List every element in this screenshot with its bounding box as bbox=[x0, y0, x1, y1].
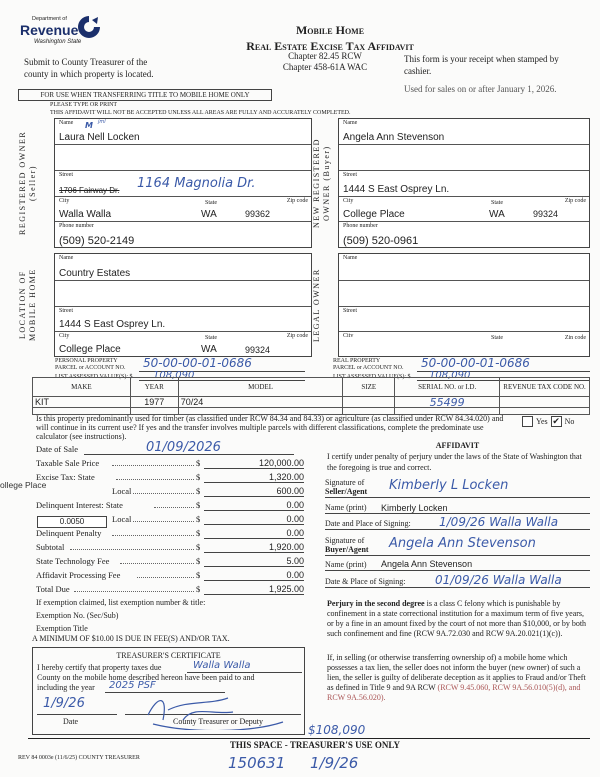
receipt-note-2: cashier. bbox=[404, 66, 432, 76]
label: Zip code bbox=[286, 198, 308, 204]
fee-row[interactable] bbox=[36, 567, 304, 581]
table-header bbox=[33, 378, 590, 397]
fee-value[interactable]: 120,000.00 bbox=[204, 458, 304, 469]
buyer-name-line2[interactable] bbox=[339, 145, 589, 171]
fee-label: Taxable Sale Price bbox=[36, 458, 100, 468]
logo-text-sub: Washington State bbox=[34, 39, 82, 45]
label: Signature of bbox=[325, 478, 365, 487]
label: Phone number bbox=[59, 223, 94, 229]
fee-row[interactable] bbox=[36, 539, 304, 553]
current-use-question: Is this property predominantly used for timber (as classified under RCW 84.34 and 84.33) or agriculture (as classified under RCW 84.34.020) and will continue in its current use? If yes and the transfer involves multiple parcels with different classifications, complete the predominate use calculator (see instructions). bbox=[36, 414, 504, 441]
seller-city-row[interactable] bbox=[55, 197, 311, 222]
col-model: MODEL bbox=[178, 378, 343, 397]
lien-rcw-links[interactable]: (RCW 9.45.060, RCW 9A.56.010(5)(d), and RCW 9A.56.020). bbox=[327, 683, 581, 702]
fee-row[interactable] bbox=[36, 553, 304, 567]
logo-text-main: Revenue bbox=[20, 22, 79, 38]
col-year: YEAR bbox=[130, 378, 178, 397]
label: Street bbox=[343, 172, 357, 178]
seller-street-new: 1164 Magnolia Dr. bbox=[137, 176, 256, 191]
fee-label: Local bbox=[112, 486, 132, 496]
seller-signature: Kimberly L Locken bbox=[389, 478, 509, 493]
fee-value[interactable]: 5.00 bbox=[204, 556, 304, 567]
personal-assessed-value[interactable]: 108,090 bbox=[153, 370, 195, 381]
treasurer-date[interactable]: 1/9/26 bbox=[43, 696, 85, 711]
location-street: 1444 S East Osprey Ln. bbox=[59, 319, 166, 330]
treasurer-use-only-heading: THIS SPACE - TREASURER'S USE ONLY bbox=[229, 740, 401, 750]
buyer-street-field[interactable] bbox=[339, 171, 589, 197]
dollar-sign: $ bbox=[196, 556, 201, 566]
col-tax-code: REVENUE TAX CODE NO. bbox=[500, 378, 590, 397]
label: City bbox=[59, 198, 70, 204]
lien-text: If, in selling (or otherwise transferring ownership of) a mobile home which possesses a tax lien, the seller does not inform the buyer (new owner) of such a lien, the seller is guilty of deliberate deception as it applies to Fraud and/or Theft as defined in Title 9 and 9A RCW bbox=[327, 653, 586, 692]
label: State bbox=[491, 335, 503, 341]
dollar-sign: $ bbox=[196, 472, 201, 482]
seller-street-field[interactable] bbox=[55, 171, 311, 197]
label: Name bbox=[343, 120, 358, 126]
seller-zip: 99362 bbox=[245, 209, 271, 219]
col-serial: SERIAL NO. or I.D. bbox=[395, 378, 500, 397]
buyer-name-field[interactable] bbox=[339, 119, 589, 145]
dor-logo bbox=[20, 14, 100, 50]
fee-label: Affidavit Processing Fee bbox=[36, 570, 121, 580]
logo-text-top: Department of bbox=[32, 16, 67, 22]
label: City bbox=[343, 198, 354, 204]
real-assessed-value[interactable]: 108,090 bbox=[429, 370, 471, 381]
label: LIST ASSESSED VALUE(S): $ bbox=[55, 374, 133, 380]
buyer-phone: (509) 520-0961 bbox=[343, 235, 419, 247]
label: Name bbox=[343, 255, 358, 261]
location-state: WA bbox=[201, 344, 217, 355]
location-city-row[interactable] bbox=[55, 332, 311, 356]
fee-row[interactable] bbox=[36, 469, 304, 483]
year-cell[interactable]: 1977 bbox=[130, 397, 178, 408]
treasurer-paid-year[interactable]: 2025 PSF bbox=[109, 680, 156, 691]
buyer-date-place: 01/09/26 Walla Walla bbox=[435, 573, 562, 587]
yes-checkbox[interactable] bbox=[522, 416, 533, 427]
dollar-sign: $ bbox=[196, 542, 201, 552]
type-or-print-note: PLEASE TYPE OR PRINT bbox=[50, 102, 118, 108]
mobile-home-table bbox=[32, 377, 590, 415]
location-zip: 99324 bbox=[245, 345, 271, 355]
label: Date & Place of Signing: bbox=[325, 577, 406, 586]
leader-dots bbox=[154, 507, 194, 508]
receipt-number: 150631 bbox=[228, 754, 286, 772]
legal-owner-city-row[interactable] bbox=[339, 332, 589, 356]
label: Buyer/Agent bbox=[325, 545, 369, 554]
label: Name bbox=[59, 120, 74, 126]
table-row[interactable] bbox=[33, 397, 590, 408]
leader-dots bbox=[70, 549, 194, 550]
seller-date-place-field[interactable] bbox=[325, 514, 590, 530]
location-name: Country Estates bbox=[59, 268, 131, 279]
leader-dots bbox=[112, 465, 194, 466]
label: Zip code bbox=[564, 198, 586, 204]
model-cell[interactable]: 70/24 bbox=[178, 397, 343, 408]
fee-label: State Technology Fee bbox=[36, 556, 110, 566]
submit-instruction: Submit to County Treasurer of the bbox=[24, 57, 148, 67]
form-title-2: Real Estate Excise Tax Affidavit bbox=[246, 39, 414, 53]
seller-section-label: REGISTERED OWNER (Seller) bbox=[18, 130, 37, 236]
perjury-bold: Perjury in the second degree bbox=[327, 599, 425, 608]
fee-label: Excise Tax: State bbox=[36, 472, 95, 482]
fee-value[interactable]: 600.00 bbox=[204, 486, 304, 497]
submit-instruction-2: county in which property is located. bbox=[24, 69, 154, 79]
tax-code-cell[interactable] bbox=[500, 397, 590, 408]
label: Phone number bbox=[343, 223, 378, 229]
real-parcel-number[interactable]: 50-00-00-01-0686 bbox=[421, 356, 530, 370]
label: REAL PROPERTY bbox=[333, 358, 381, 364]
dollar-sign: $ bbox=[196, 570, 201, 580]
dor-swirl-icon bbox=[76, 14, 102, 40]
date-of-sale-field[interactable] bbox=[36, 441, 304, 455]
label: Citv bbox=[343, 333, 354, 339]
fee-value[interactable]: 0.00 bbox=[204, 500, 304, 511]
serial-cell[interactable]: 55499 bbox=[395, 397, 500, 408]
label: County on the mobile home described hereon have been paid to and bbox=[37, 673, 255, 682]
leader-dots bbox=[133, 493, 194, 494]
col-make: MAKE bbox=[33, 378, 131, 397]
fee-label: Delinquent Penalty bbox=[36, 528, 102, 538]
buyer-phone-field[interactable] bbox=[339, 222, 589, 248]
used-for-note: Used for sales on or after January 1, 2026. bbox=[404, 84, 557, 94]
form-title-1: Mobile Home bbox=[295, 23, 365, 37]
label: State bbox=[205, 335, 217, 341]
location-box bbox=[54, 253, 312, 357]
treasurer-county[interactable]: Walla Walla bbox=[193, 660, 251, 671]
receipt-date: 1/9/26 bbox=[310, 754, 359, 772]
dollar-sign: $ bbox=[196, 500, 201, 510]
fee-value[interactable]: 0.00 bbox=[204, 570, 304, 581]
fee-value[interactable]: 1,925.00 bbox=[204, 584, 304, 595]
dollar-sign: $ bbox=[196, 528, 201, 538]
label: Date and Place of Signing: bbox=[325, 519, 411, 528]
buyer-city-row[interactable] bbox=[339, 197, 589, 222]
leader-dots bbox=[112, 535, 194, 536]
legal-owner-name-field[interactable] bbox=[339, 254, 589, 281]
label: Zin code bbox=[564, 335, 586, 341]
buyer-signature: Angela Ann Stevenson bbox=[389, 536, 536, 551]
seller-name-line2[interactable] bbox=[55, 145, 311, 171]
seller-date-place: 1/09/26 Walla Walla bbox=[439, 515, 559, 529]
overlay-text-artifact: ollege Place bbox=[0, 480, 47, 490]
chapter-wac-link[interactable]: Chapter 458-61A WAC bbox=[282, 62, 368, 72]
correction-initials: jml bbox=[98, 119, 106, 125]
dollar-sign: $ bbox=[196, 458, 201, 468]
buyer-state: WA bbox=[489, 209, 505, 220]
seller-box bbox=[54, 118, 312, 248]
exemption-intro: If exemption claimed, list exemption number & title: bbox=[36, 598, 206, 607]
label: Street bbox=[343, 308, 357, 314]
fee-label: Total Due bbox=[36, 584, 70, 594]
label: State bbox=[205, 200, 217, 206]
fee-row[interactable] bbox=[36, 483, 304, 497]
exemption-number-field[interactable]: Exemption No. (Sec/Sub) bbox=[36, 611, 119, 620]
seller-name-print-field[interactable] bbox=[325, 502, 590, 514]
location-street-field[interactable] bbox=[55, 307, 311, 332]
label: LIST ASSESSED VALUE(S): $ bbox=[333, 374, 411, 380]
fee-label: Local bbox=[112, 514, 132, 524]
buyer-name-print-field[interactable] bbox=[325, 558, 590, 571]
date-of-sale: 01/09/2026 bbox=[146, 440, 221, 455]
minimum-due-note: A MINIMUM OF $10.00 IS DUE IN FEE(S) AND/OR TAX. bbox=[32, 634, 230, 643]
fee-row[interactable] bbox=[36, 497, 304, 511]
buyer-street: 1444 S East Osprey Ln. bbox=[343, 184, 450, 195]
exemption-title-field[interactable]: Exemption Title bbox=[36, 624, 88, 633]
label: Zip code bbox=[286, 333, 308, 339]
completion-warning: THIS AFFIDAVIT WILL NOT BE ACCEPTED UNLESS ALL AREAS ARE FULLY AND ACCURATELY COMPLETED. bbox=[50, 110, 351, 116]
receipt-note: This form is your receipt when stamped by bbox=[404, 54, 559, 64]
mobile-home-only-banner: FOR USE WHEN TRANSFERRING TITLE TO MOBILE HOME ONLY bbox=[18, 89, 272, 101]
legal-owner-section-label: LEGAL OWNER bbox=[312, 268, 321, 342]
form-id: REV 84 0003e (11/6/25) COUNTY TREASURER bbox=[18, 755, 140, 761]
seller-street-old: 1706 Fairway Dr. bbox=[59, 186, 120, 195]
treasurer-title: TREASURER'S CERTIFICATE bbox=[116, 651, 221, 660]
seller-name-field[interactable] bbox=[55, 119, 311, 145]
buyer-signature-field[interactable] bbox=[325, 534, 590, 556]
label: PARCEL or ACCOUNT NO. bbox=[55, 365, 126, 371]
handwritten-amount-note: $108,090 bbox=[308, 723, 366, 737]
leader-dots bbox=[133, 521, 194, 522]
perjury-text: is a class C felony which is punishable by confinement in a state correctional institution for a maximum term of five years, or by a fine in an amount fixed by the court of not more than $10,000, or by both such confinement and fine (RCW 9A.72.030 and RCW 9A.20.021(1)(c)). bbox=[327, 599, 587, 638]
label: PARCEL or ACCOUNT NO. bbox=[333, 365, 404, 371]
label: Date bbox=[63, 717, 79, 726]
label: Name (print) bbox=[325, 560, 367, 569]
no-label: No bbox=[564, 417, 575, 426]
label: Name (print) bbox=[325, 503, 367, 512]
yes-label: Yes bbox=[536, 417, 548, 426]
fee-value[interactable]: 1,920.00 bbox=[204, 542, 304, 553]
name-correction-mark: M bbox=[85, 121, 93, 130]
leader-dots bbox=[74, 591, 194, 592]
buyer-zip: 99324 bbox=[533, 209, 559, 219]
label: including the year bbox=[37, 683, 95, 692]
label: Name bbox=[59, 255, 74, 261]
chapter-rcw-link[interactable]: Chapter 82.45 RCW bbox=[288, 51, 362, 61]
local-rate-field[interactable]: 0.0050 bbox=[37, 516, 107, 528]
label: State bbox=[491, 200, 503, 206]
label: Seller/Agent bbox=[325, 487, 368, 496]
affidavit-title: AFFIDAVIT bbox=[435, 441, 480, 450]
label: City bbox=[59, 333, 70, 339]
dollar-sign: $ bbox=[196, 584, 201, 594]
buyer-box bbox=[338, 118, 590, 248]
legal-owner-name-line2[interactable] bbox=[339, 281, 589, 307]
label: I hereby certify that property taxes due bbox=[37, 663, 162, 672]
label: Signature of bbox=[325, 536, 365, 545]
seller-city: Walla Walla bbox=[59, 209, 112, 220]
affidavit-certification: I certify under penalty of perjury under the laws of the State of Washington that the foregoing is true and correct. bbox=[327, 452, 582, 472]
fee-label: Delinquent Interest: State bbox=[36, 500, 123, 510]
no-checkbox-checked[interactable]: ✔ bbox=[552, 416, 560, 426]
location-name-field[interactable] bbox=[55, 254, 311, 281]
size-cell[interactable] bbox=[343, 397, 395, 408]
label: Street bbox=[59, 172, 73, 178]
location-section-label: LOCATION OF MOBILE HOME bbox=[18, 268, 37, 342]
seller-phone-field[interactable] bbox=[55, 222, 311, 248]
label: Street bbox=[59, 308, 73, 314]
dollar-sign: $ bbox=[196, 514, 201, 524]
buyer-date-place-field[interactable] bbox=[325, 572, 590, 588]
leader-dots bbox=[120, 563, 194, 564]
location-name-line2[interactable] bbox=[55, 281, 311, 307]
dollar-sign: $ bbox=[196, 486, 201, 496]
fee-value[interactable]: 1,320.00 bbox=[204, 472, 304, 483]
location-city: College Place bbox=[59, 344, 121, 355]
seller-state: WA bbox=[201, 209, 217, 220]
seller-signature-field[interactable] bbox=[325, 476, 590, 498]
buyer-city: College Place bbox=[343, 209, 405, 220]
legal-owner-street-field[interactable] bbox=[339, 307, 589, 332]
fee-label: Subtotal bbox=[36, 542, 65, 552]
fee-row[interactable] bbox=[36, 581, 304, 595]
treasurer-certificate bbox=[32, 647, 305, 735]
fee-value[interactable]: 0.00 bbox=[204, 528, 304, 539]
buyer-section-label: NEW REGISTERED OWNER (Buyer) bbox=[312, 138, 331, 228]
leader-dots bbox=[116, 479, 194, 480]
col-size: SIZE bbox=[343, 378, 395, 397]
tax-lien-notice bbox=[327, 653, 589, 703]
label: County Treasurer or Deputy bbox=[173, 717, 263, 726]
personal-parcel-number[interactable]: 50-00-00-01-0686 bbox=[143, 356, 252, 370]
legal-owner-box bbox=[338, 253, 590, 357]
perjury-notice bbox=[327, 599, 589, 639]
make-cell[interactable]: KIT bbox=[33, 397, 131, 408]
fee-row[interactable] bbox=[36, 455, 304, 469]
label: PERSONAL PROPERTY bbox=[55, 358, 118, 364]
label: Date of Sale bbox=[36, 444, 79, 454]
fee-value[interactable]: 0.00 bbox=[204, 514, 304, 525]
seller-phone: (509) 520-2149 bbox=[59, 235, 135, 247]
buyer-printed-name: Angela Ann Stevenson bbox=[381, 559, 473, 569]
leader-dots bbox=[137, 577, 194, 578]
buyer-name: Angela Ann Stevenson bbox=[343, 132, 445, 143]
seller-printed-name: Kimberly Locken bbox=[381, 503, 448, 513]
seller-name: Laura Nell Locken bbox=[59, 132, 140, 143]
